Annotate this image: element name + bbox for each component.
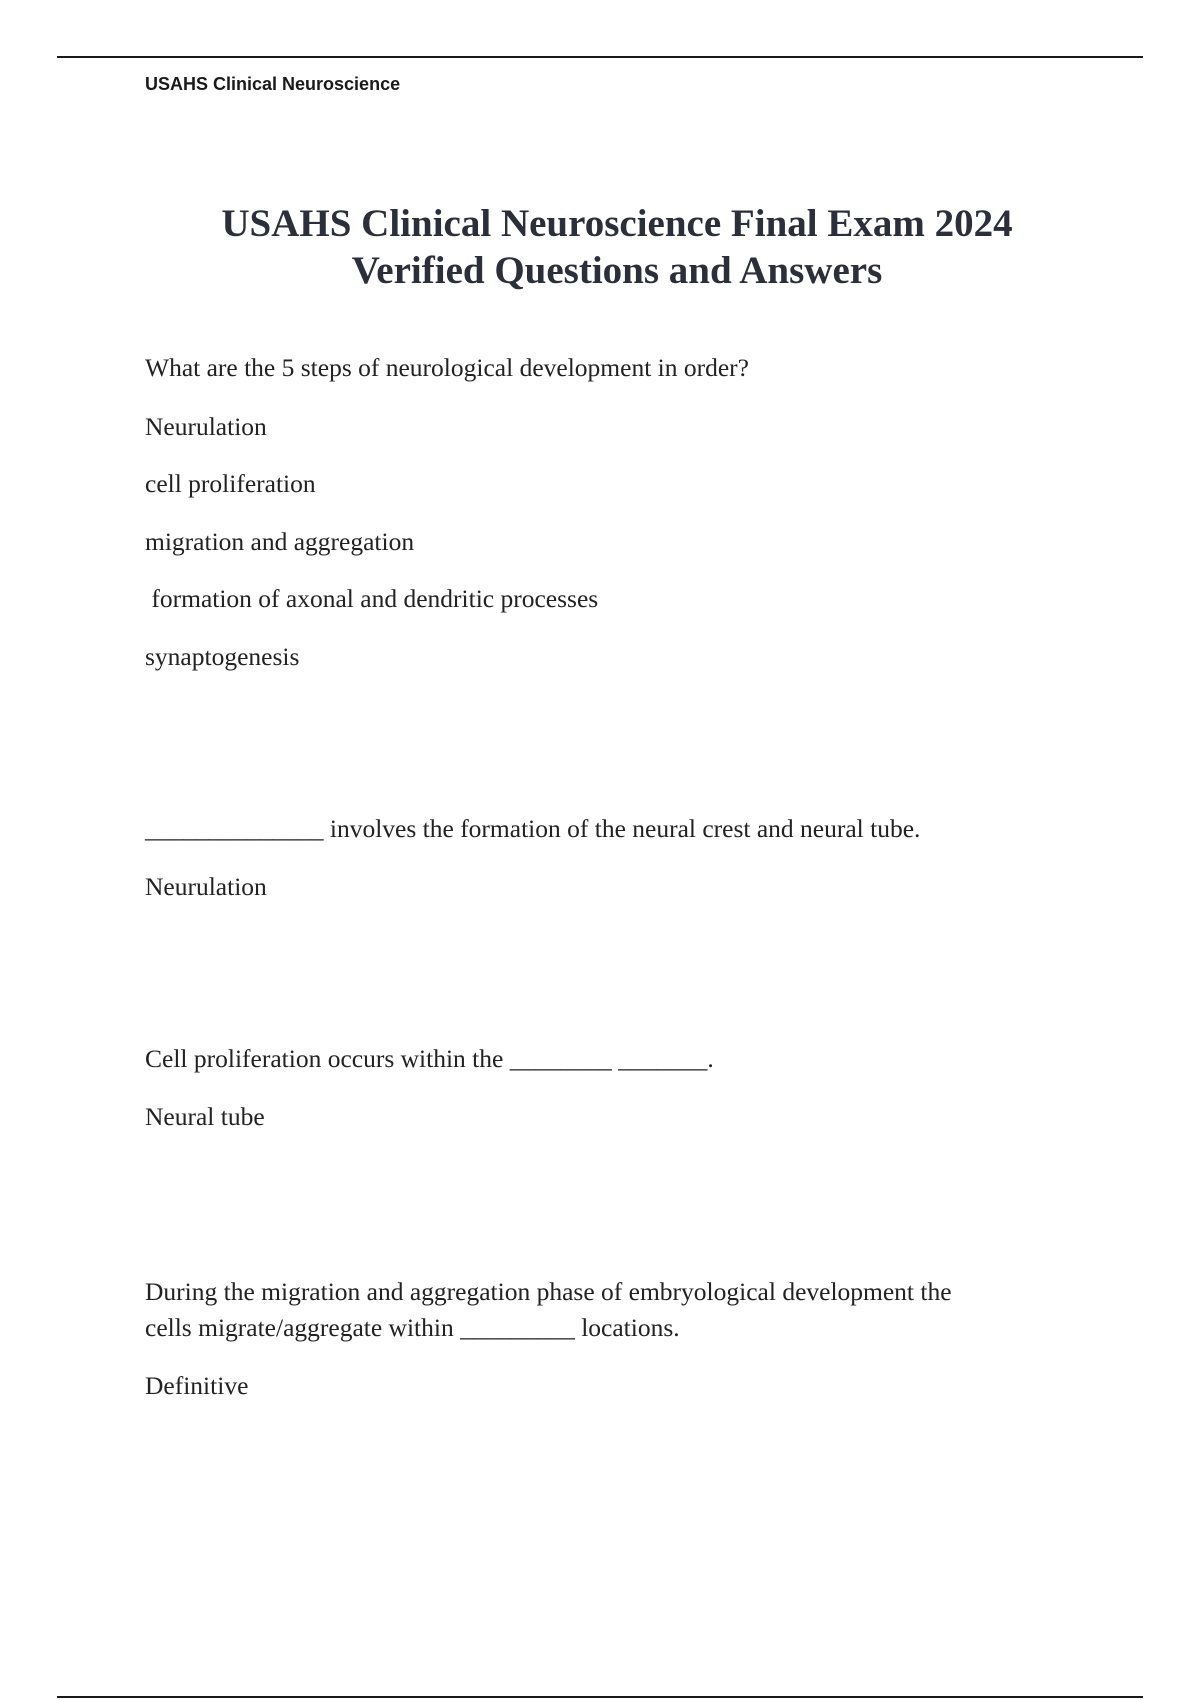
title-line-2: Verified Questions and Answers <box>351 249 883 292</box>
answer-4: Definitive <box>145 1371 249 1400</box>
document-title <box>0 200 1200 294</box>
question-4-line-1: During the migration and aggregation phase of embryological development the <box>145 1277 952 1306</box>
answer-1-step-4: formation of axonal and dendritic processes <box>145 584 599 613</box>
title-line-1: USAHS Clinical Neuroscience Final Exam 2024 <box>221 202 1013 245</box>
question-1: What are the 5 steps of neurological development in order? <box>145 353 749 382</box>
answer-1-step-2: cell proliferation <box>145 469 316 498</box>
header-rule <box>57 56 1143 58</box>
running-header: USAHS Clinical Neuroscience <box>145 74 401 94</box>
answer-3: Neural tube <box>145 1102 265 1131</box>
answer-2: Neurulation <box>145 872 267 901</box>
question-4-line-2: cells migrate/aggregate within _________ locations. <box>145 1313 680 1342</box>
question-2: ______________ involves the formation of the neural crest and neural tube. <box>145 814 921 843</box>
answer-1-step-5: synaptogenesis <box>145 642 300 671</box>
question-3: Cell proliferation occurs within the ________ _______. <box>145 1044 714 1073</box>
answer-1-step-3: migration and aggregation <box>145 527 415 556</box>
answer-1-step-1: Neurulation <box>145 412 267 441</box>
footer-rule <box>57 1696 1143 1698</box>
